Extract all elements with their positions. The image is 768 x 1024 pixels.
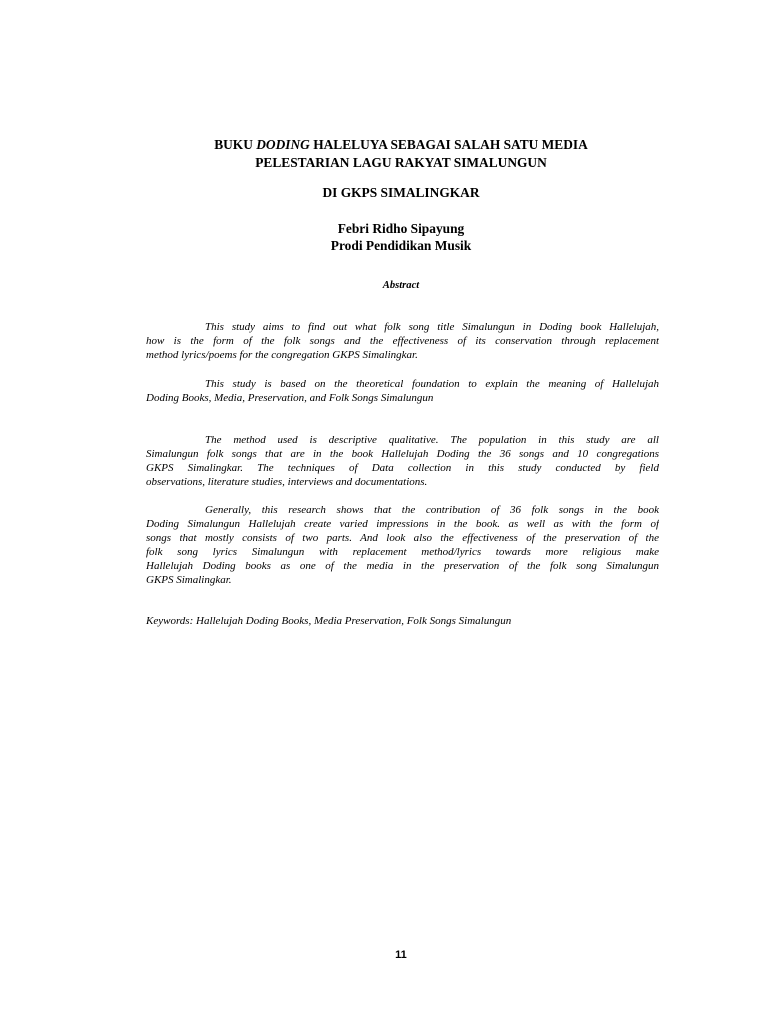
paragraph-line: Hallelujah Doding books as one of the media in the preservation of the folk song Simalungun (146, 560, 659, 572)
paragraph-line: folk song lyrics Simalungun with replacement method/lyrics towards more religious make (146, 546, 659, 558)
title-line-1 (0, 136, 768, 154)
paragraph-line: The method used is descriptive qualitative. The population in this study are all (205, 434, 659, 446)
paragraph-line: songs that mostly consists of two parts. And look also the effectiveness of the preservation of the (146, 532, 659, 544)
paragraph-line: This study is based on the theoretical foundation to explain the meaning of Hallelujah (205, 378, 659, 390)
abstract-paragraph-4 (146, 503, 659, 587)
paragraph-line: Simalungun folk songs that are in the book Hallelujah Doding the 36 songs and 10 congregations (146, 448, 659, 460)
title-line-1-italic: DODING (256, 137, 310, 152)
abstract-paragraph-2 (146, 377, 659, 405)
paragraph-line: method lyrics/poems for the congregation GKPS Simalingkar. (146, 349, 418, 361)
page-number: 11 (395, 949, 407, 961)
paragraph-line: GKPS Simalingkar. The techniques of Data collection in this study conducted by field (146, 462, 659, 474)
title-line-1-post: HALELUYA SEBAGAI SALAH SATU MEDIA (313, 137, 588, 152)
abstract-paragraph-1 (146, 320, 659, 362)
keywords-text: Keywords: Hallelujah Doding Books, Media Preservation, Folk Songs Simalungun (146, 615, 512, 627)
keywords (146, 614, 659, 628)
abstract-paragraph-3 (146, 433, 659, 489)
paragraph-line: This study aims to find out what folk song title Simalungun in Doding book Hallelujah, (205, 321, 659, 333)
author-department: Prodi Pendidikan Musik (330, 238, 472, 253)
title-line-1-pre: BUKU (214, 137, 253, 152)
title-line-2: PELESTARIAN LAGU RAKYAT SIMALUNGUN (255, 155, 547, 170)
paragraph-line: Doding Simalungun Hallelujah create varied impressions in the book. as well as with the form of (146, 518, 659, 530)
title-line-3: DI GKPS SIMALINGKAR (322, 185, 480, 200)
paragraph-line: observations, literature studies, interviews and documentations. (146, 476, 428, 488)
paragraph-line: GKPS Simalingkar. (146, 574, 232, 586)
author-name: Febri Ridho Sipayung (337, 221, 465, 236)
abstract-heading: Abstract (382, 280, 420, 291)
paragraph-line: Generally, this research shows that the contribution of 36 folk songs in the book (205, 504, 659, 516)
paragraph-line: how is the form of the folk songs and the effectiveness of its conservation through replacement (146, 335, 659, 347)
paragraph-line: Doding Books, Media, Preservation, and Folk Songs Simalungun (146, 392, 434, 404)
